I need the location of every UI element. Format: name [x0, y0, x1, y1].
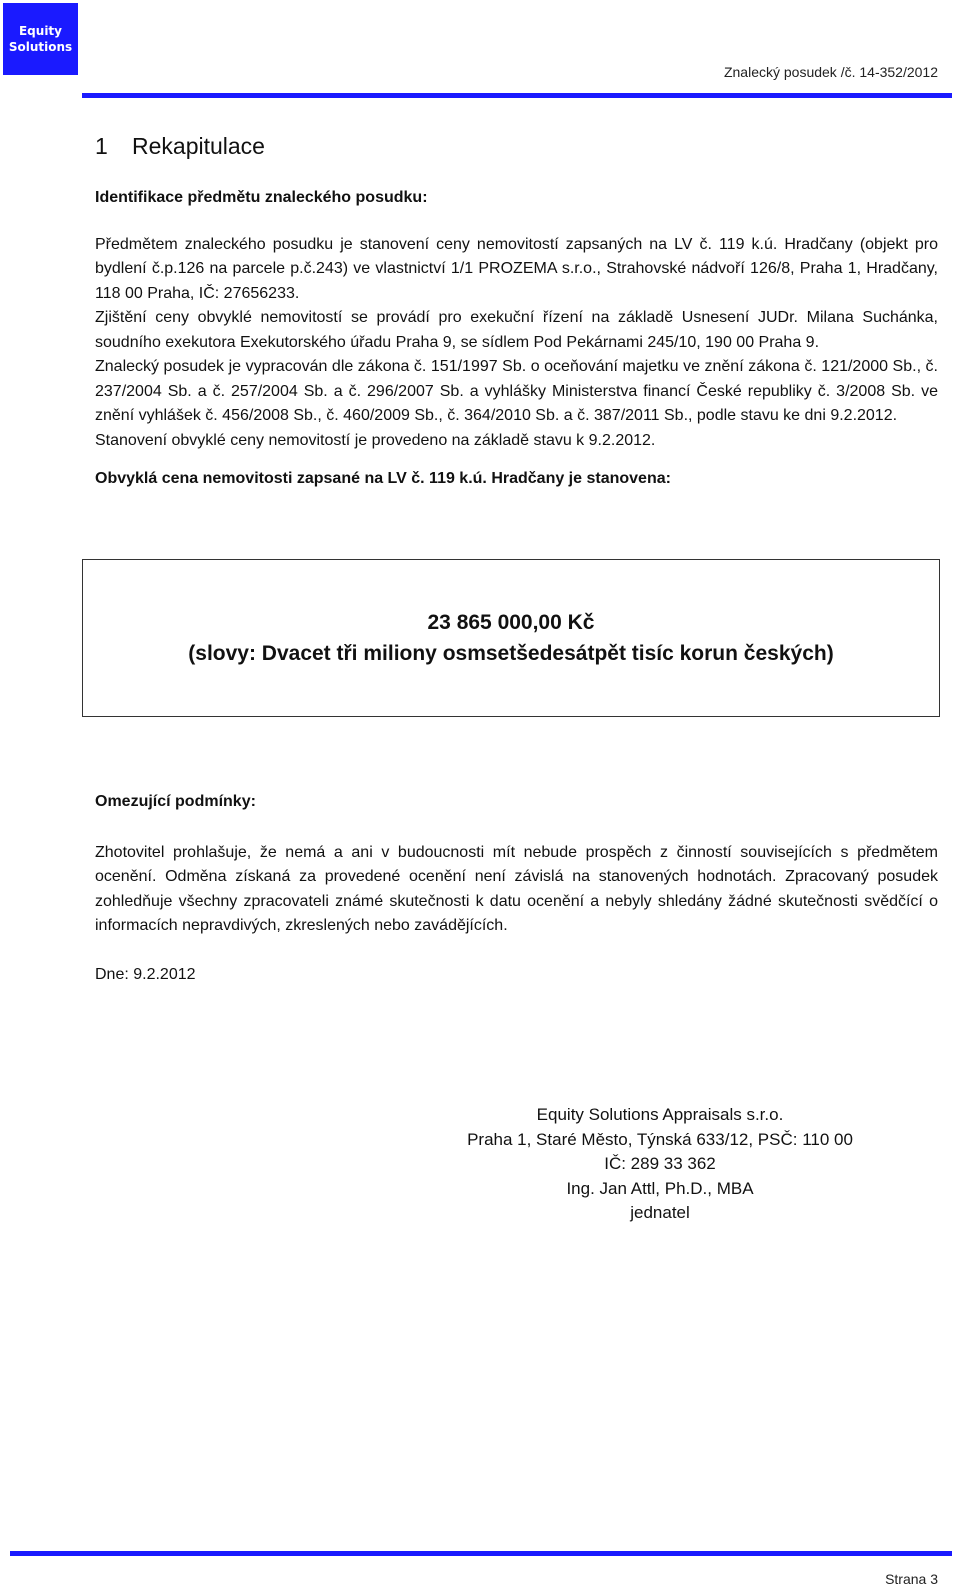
- subject-paragraph: Předmětem znaleckého posudku je stanovení ceny nemovitostí zapsaných na LV č. 119 k.ú. Hradčany (objekt pro bydlení č.p.126 na parcele p.č.243) ve vlastnictví 1/1 PROZEMA s.r.o., Strahovské nádvoří 126/8, Praha 1, Hradčany, 118 00 Praha, IČ: 27656233.: [95, 235, 938, 302]
- valuation-amount: 23 865 000,00 Kč: [427, 611, 595, 634]
- logo-line-1: Equity: [18, 24, 62, 38]
- header-divider: [82, 93, 952, 98]
- valuation-heading: Obvyklá cena nemovitosti zapsané na LV č. 119 k.ú. Hradčany je stanovena:: [95, 470, 671, 487]
- signature-ic: IČ: 289 33 362: [604, 1154, 716, 1173]
- signature-role: jednatel: [630, 1203, 690, 1222]
- conditions-heading: Omezující podmínky:: [95, 793, 256, 810]
- section-title: Rekapitulace: [132, 133, 265, 159]
- legal-basis-paragraph: Znalecký posudek je vypracován dle zákona č. 151/1997 Sb. o oceňování majetku ve znění zákona č. 121/2000 Sb., č. 237/2004 Sb. a č. 257/2004 Sb. a č. 296/2007 Sb. a vyhlášky Ministerstva financí České republiky č. 3/2008 Sb. ve znění vyhlášek č. 456/2008 Sb., č. 460/2009 Sb., č. 364/2010 Sb. a č. 387/2011 Sb., podle stavu ke dni 9.2.2012.: [95, 358, 938, 424]
- valuation-date-paragraph: Stanovení obvyklé ceny nemovitostí je provedeno na základě stavu k 9.2.2012.: [95, 431, 656, 449]
- footer-divider: [10, 1551, 952, 1556]
- purpose-paragraph: Zjištění ceny obvyklé nemovitostí se provádí pro exekuční řízení na základě Usnesení JUDr. Milana Suchánka, soudního exekutora Exekutorského úřadu Praha 9, se sídlem Pod Pekárnami 245/10, 190 00 Praha 9.: [95, 309, 938, 351]
- section-heading: [95, 128, 938, 164]
- recap-section: [95, 128, 938, 492]
- conditions-section: [95, 790, 938, 987]
- conditions-text: Zhotovitel prohlašuje, že nemá a ani v budoucnosti mít nebude prospěch z činností souvisejících s předmětem ocenění. Odměna získaná za provedené ocenění není závislá na stanovených hodnotách. Zpracovaný posudek zohledňuje všechny zpracovateli známé skutečnosti k datu ocenění a nebyly shledány žádné skutečnosti svědčící o informacích nepravdivých, zkreslených nebo zavádějících.: [95, 843, 938, 934]
- company-logo: [3, 3, 78, 75]
- document-reference: Znalecký posudek /č. 14-352/2012: [723, 64, 938, 80]
- signature-person: Ing. Jan Attl, Ph.D., MBA: [566, 1178, 754, 1198]
- signature-company: Equity Solutions Appraisals s.r.o.: [536, 1105, 784, 1124]
- valuation-result-box: [82, 559, 940, 717]
- identification-heading: Identifikace předmětu znaleckého posudku:: [95, 189, 428, 206]
- signature-block: [400, 1103, 920, 1226]
- logo-line-2: Solutions: [8, 40, 73, 54]
- section-number: 1: [95, 133, 108, 159]
- signature-address: Praha 1, Staré Město, Týnská 633/12, PSČ: 110 00: [467, 1129, 853, 1149]
- valuation-amount-words: (slovy: Dvacet tři miliony osmsetšedesátpět tisíc korun českých): [188, 642, 834, 665]
- date-line: Dne: 9.2.2012: [95, 965, 196, 983]
- page-number: Strana 3: [885, 1571, 938, 1587]
